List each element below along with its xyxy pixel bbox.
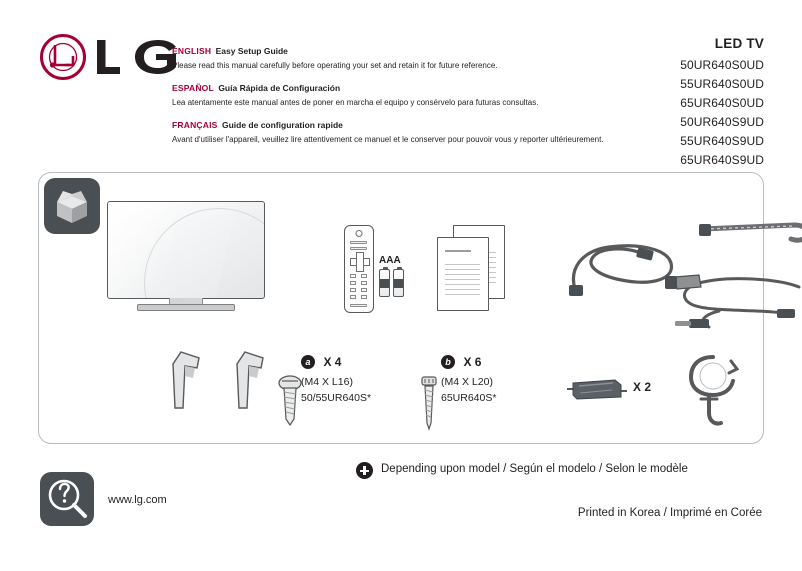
remote-power-button [356,230,363,237]
aaa-battery [379,269,390,297]
screw-a-header [301,353,371,371]
printed-in-korea-note: Printed in Korea / Imprimé en Corée [577,507,762,519]
screw-b-qty: X 6 [463,354,482,369]
lang-line-french [172,114,642,134]
remote-button [350,288,356,292]
screw-a-qty: X 4 [323,354,342,369]
model-number: 65UR640S9UD [680,152,764,167]
remote-control-illustration [344,225,374,313]
remote-button [350,274,356,278]
contents-panel [38,172,764,444]
lang-tag-english: ENGLISH [172,46,212,56]
remote-button [361,295,367,299]
remote-bar-button [350,241,367,244]
remote-dpad [350,252,368,270]
cable-tie [699,221,802,257]
screw-b-illustration [417,375,441,436]
screw-a-models: 50/55UR640S* [301,391,372,404]
remote-button [350,295,356,299]
manual-title-line [445,250,471,252]
plus-badge-icon [356,462,373,479]
lang-tag-french: FRANÇAIS [172,119,218,130]
lg-website-url[interactable]: www.lg.com [108,494,167,506]
screw-group-b [441,353,496,407]
screw-b-models: 65UR640S* [441,391,497,404]
cable-clamp [687,351,739,431]
screw-b-header [441,353,496,371]
battery-stripe [380,279,389,288]
product-type-label: LED TV [714,36,764,51]
lang-title-french: Guide de configuration rapide [221,119,343,130]
lg-logo [40,34,190,80]
model-number: 65UR640S0UD [680,95,764,110]
tv-screen [107,201,265,299]
remote-button [361,288,367,292]
ferrite-qty: X 2 [633,380,652,394]
question-mark-search-icon [40,472,94,526]
remote-button [350,281,356,285]
manual-text-lines [445,264,480,299]
battery-stripe [394,279,403,288]
screw-b-badge: b [441,355,455,369]
lang-body-english: Please read this manual carefully before operating your set and retain it for future reference. [172,61,498,70]
remote-button [361,281,367,285]
model-number: 55UR640S9UD [680,133,764,148]
screw-a-badge: a [301,355,315,369]
open-box-icon [44,178,100,234]
remote-bar-button [350,304,367,307]
model-list [680,36,764,170]
document-header [0,0,802,170]
lang-line-english [172,40,642,60]
aaa-battery-label: AAA [379,255,401,266]
remote-bar-button [350,247,367,250]
model-number: 55UR640S0UD [680,76,764,91]
stand-legs [159,348,289,438]
model-number: 50UR640S0UD [680,58,764,72]
screw-b-size: (M4 X L20) [441,376,493,388]
tv-stand-base [137,304,235,311]
rgb-d-sub-cable [659,269,802,331]
manual-booklet [437,237,489,311]
screw-group-a [301,353,371,407]
model-number: 50UR640S9UD [680,114,764,129]
depending-upon-model-note: Depending upon model / Según el modelo / Selon le modèle [381,463,688,475]
lang-body-french: Avant d'utiliser l'appareil, veuillez lire attentivement ce manuel et le conserver pour pouvoir vous y reporter ultérieurement. [172,134,604,144]
lang-body-spanish: Lea atentamente este manual antes de poner en marcha el equipo y consérvelo para futuras consultas. [172,97,539,107]
tv-illustration [107,201,265,313]
screw-a-size: (M4 X L16) [301,376,353,388]
aaa-battery [393,269,404,297]
screw-a-illustration [277,375,303,432]
lang-tag-spanish: ESPAÑOL [172,82,214,93]
language-instructions [172,40,642,150]
remote-button [361,274,367,278]
lang-title-spanish: Guía Rápida de Configuración [218,82,341,93]
ferrite-core [567,377,627,403]
lang-line-spanish [172,77,642,97]
lang-title-english: Easy Setup Guide [215,46,288,56]
manual-booklets [437,225,509,315]
